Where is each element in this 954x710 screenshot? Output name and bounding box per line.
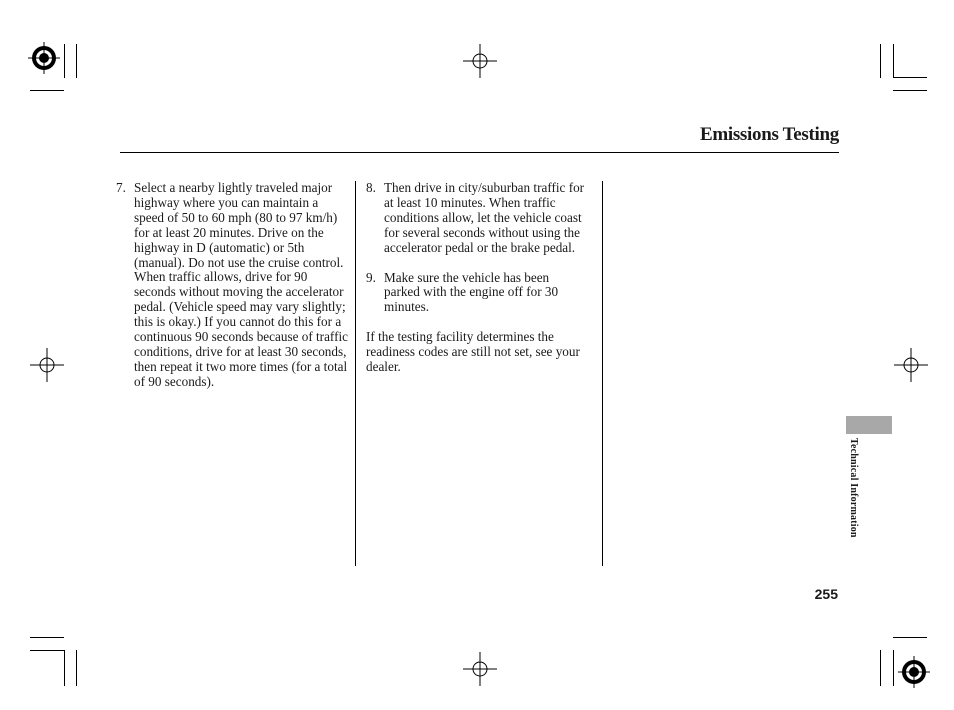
crop-mark: [893, 90, 927, 91]
registration-mark-icon: [898, 656, 930, 688]
crosshair-mark-icon: [463, 652, 497, 686]
crosshair-mark-icon: [463, 44, 497, 78]
crosshair-mark-icon: [30, 348, 64, 382]
middle-column: [366, 181, 588, 375]
list-item: [116, 181, 350, 390]
column-divider: [602, 181, 603, 566]
crop-mark: [893, 637, 927, 638]
list-item: [366, 271, 588, 316]
crop-mark: [30, 650, 64, 651]
crop-mark: [893, 650, 894, 686]
section-label: Technical Information: [848, 438, 859, 538]
list-item-number: 7.: [116, 180, 126, 195]
list-item-text: Then drive in city/suburban traffic for at least 10 minutes. When traffic conditions allow, let the vehicle coast for several seconds without using the accelerator pedal or the brake pedal.: [384, 180, 585, 255]
list-item-text: Make sure the vehicle has been parked with the engine off for 30 minutes.: [384, 269, 559, 315]
list-item-number: 9.: [366, 269, 376, 285]
crop-mark: [880, 44, 881, 78]
column-divider: [355, 181, 356, 566]
crosshair-mark-icon: [894, 348, 928, 382]
page-number: 255: [814, 586, 838, 602]
left-column: [116, 181, 350, 405]
crop-mark: [64, 650, 65, 686]
crop-mark: [30, 637, 64, 638]
crop-mark: [76, 650, 77, 686]
registration-mark-icon: [28, 42, 60, 74]
crop-mark: [30, 90, 64, 91]
title-divider: [120, 152, 839, 153]
crop-mark: [880, 650, 881, 686]
closing-paragraph: If the testing facility determines the readiness codes are still not set, see your dealer.: [366, 329, 580, 375]
crop-mark: [893, 44, 894, 78]
crop-mark: [893, 77, 927, 78]
list-item: [366, 181, 588, 256]
crop-mark: [76, 44, 77, 78]
list-item-number: 8.: [366, 180, 376, 195]
section-tab: [846, 416, 892, 434]
page-title: Emissions Testing: [699, 124, 839, 145]
list-item-text: Select a nearby lightly traveled major highway where you can maintain a speed of 50 to 60 mph (80 to 97 km/h) for at least 20 minutes. Drive on the highway in D (automatic) or 5th (manual). Do not use the cruise control. When traffic allows, drive for 90 seconds without moving the accelerator pedal. (Vehicle speed may vary slightly; this is okay.) If you cannot do this for a continuous 90 seconds because of traffic conditions, drive for at least 30 seconds, then repeat it two more times (for a total of 90 seconds).: [134, 180, 348, 389]
crop-mark: [64, 44, 65, 78]
